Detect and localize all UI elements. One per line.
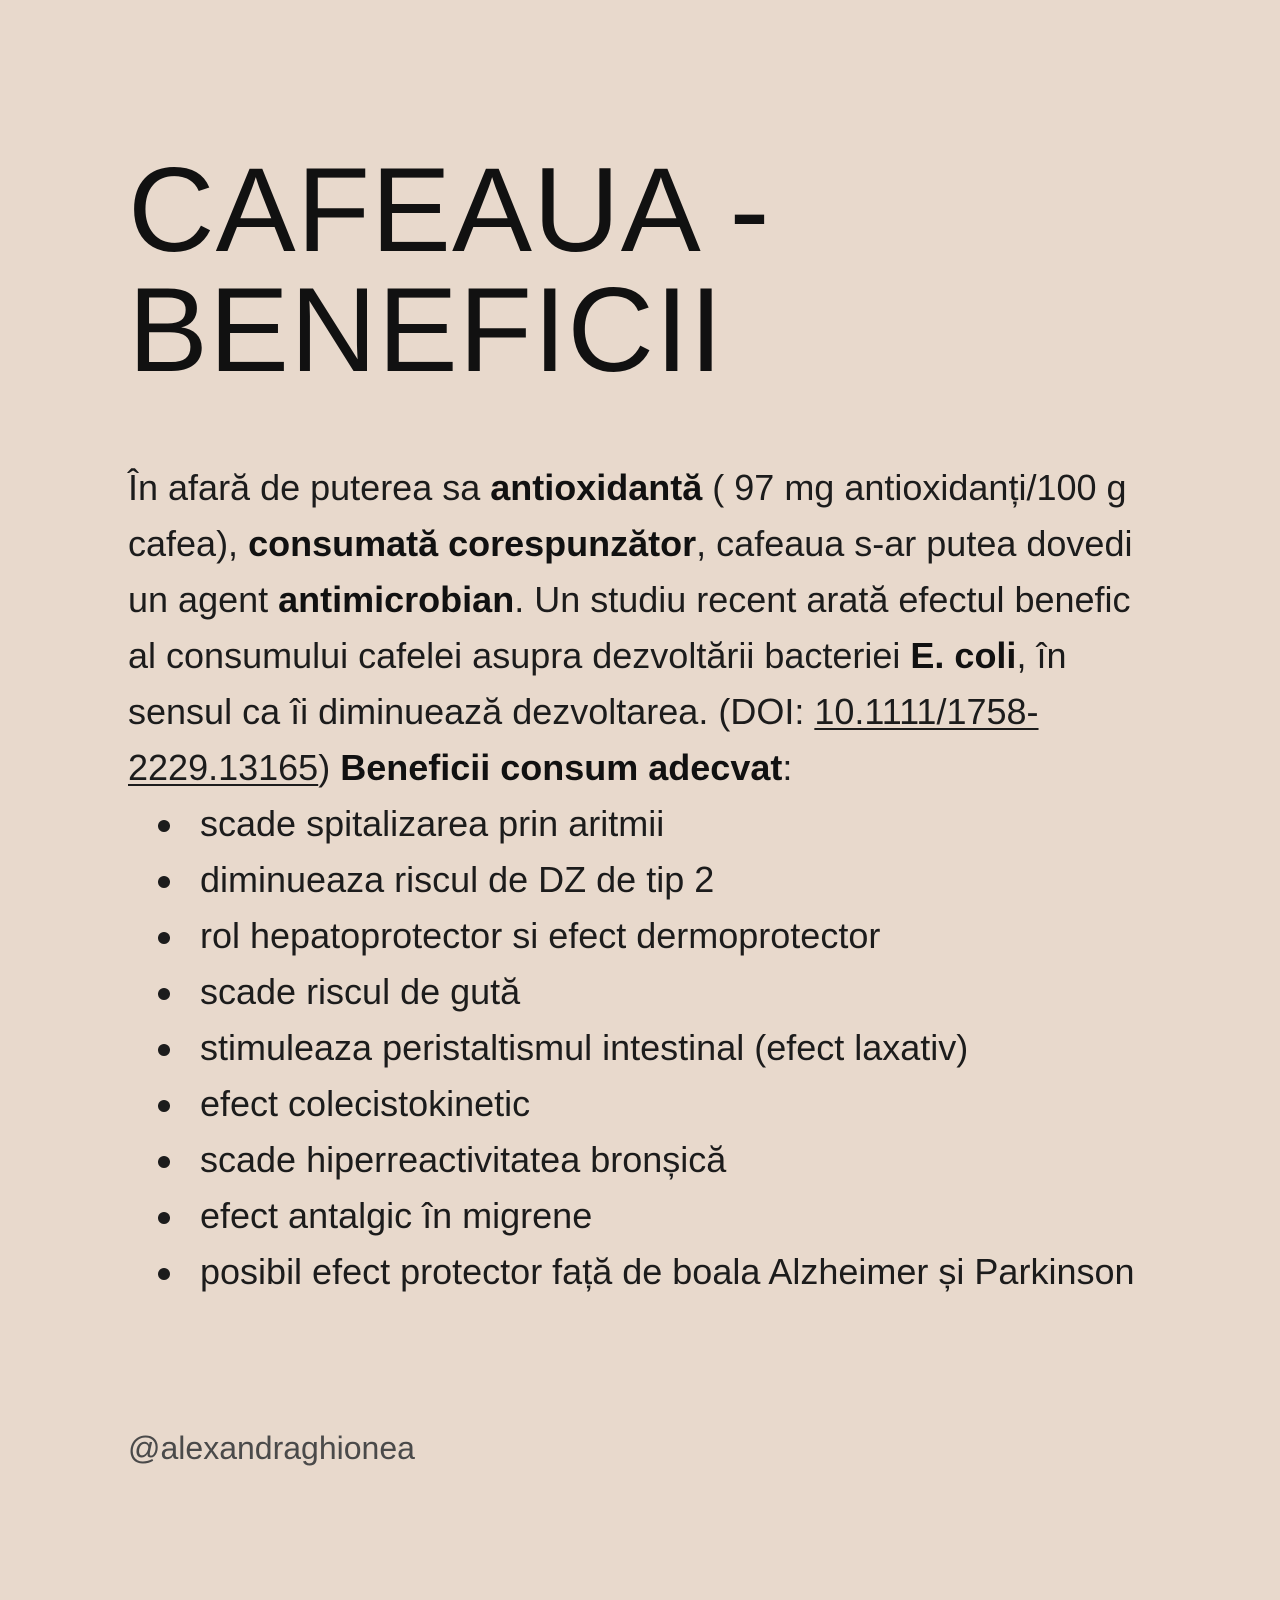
list-item: stimuleaza peristaltismul intestinal (efect laxativ) — [200, 1020, 1158, 1076]
intro-text-7: : — [782, 747, 793, 788]
benefits-heading: Beneficii consum adecvat — [340, 747, 783, 788]
author-handle: @alexandraghionea — [128, 1430, 415, 1466]
list-item: rol hepatoprotector si efect dermoprotector — [200, 908, 1158, 964]
intro-bold-ecoli: E. coli — [910, 635, 1017, 676]
list-item: scade hiperreactivitatea bronșică — [200, 1132, 1158, 1188]
list-item: efect antalgic în migrene — [200, 1188, 1158, 1244]
benefits-list — [128, 796, 1158, 1300]
list-item: diminueaza riscul de DZ de tip 2 — [200, 852, 1158, 908]
intro-text-2: ( 97 mg antioxidanți/100 g cafea), — [128, 467, 1127, 564]
title-line-2: BENEFICII — [128, 263, 724, 397]
intro-bold-consumption: consumată corespunzător — [248, 523, 697, 564]
list-item: scade riscul de gută — [200, 964, 1158, 1020]
intro-bold-antimicrobial: antimicrobian — [278, 579, 515, 620]
intro-paragraph — [128, 460, 1158, 796]
list-item: scade spitalizarea prin aritmii — [200, 796, 1158, 852]
list-item: posibil efect protector față de boala Alzheimer și Parkinson — [200, 1244, 1158, 1300]
intro-text-4: . Un studiu recent arată efectul benefic al consumului cafelei asupra dezvoltării bacteriei — [128, 579, 1131, 676]
page-title — [128, 143, 1158, 397]
list-item: efect colecistokinetic — [200, 1076, 1158, 1132]
intro-text-5: , în sensul ca îi diminuează dezvoltarea. (DOI: — [128, 635, 1067, 732]
intro-text-1: În afară de puterea sa — [128, 467, 491, 508]
intro-bold-antioxidant: antioxidantă — [490, 467, 703, 508]
doi-link[interactable]: 10.1111/1758-2229.13165 — [128, 691, 1039, 788]
post-card — [128, 143, 1158, 1300]
intro-text-3: , cafeaua s-ar putea dovedi un agent — [128, 523, 1133, 620]
title-line-1: CAFEAUA - — [128, 143, 771, 277]
intro-text-6: ) — [318, 747, 341, 788]
